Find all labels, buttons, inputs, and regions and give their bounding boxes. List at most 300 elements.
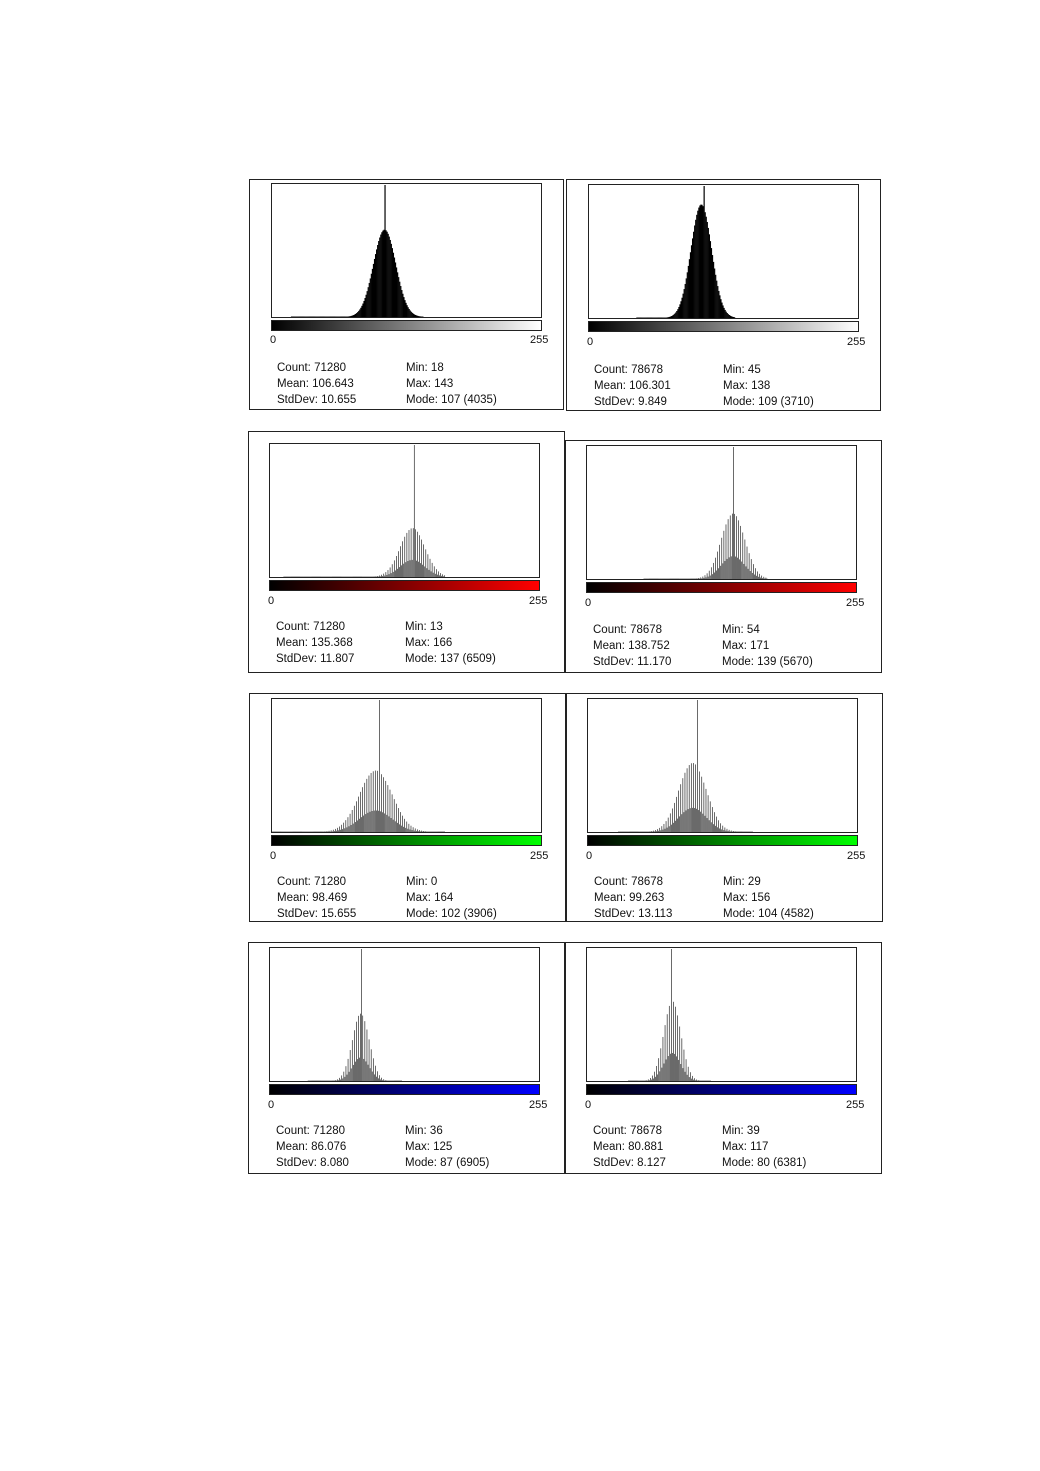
histogram-bar [375, 1066, 376, 1081]
histogram-bar [681, 1064, 682, 1081]
histogram-bar [700, 812, 701, 832]
histogram-bar [668, 579, 669, 580]
histogram-bar [749, 832, 750, 833]
histogram-bar [439, 575, 440, 577]
histogram-bar [413, 528, 414, 577]
histogram-bar [657, 829, 658, 832]
histogram-bar [369, 283, 370, 317]
histogram-bar [405, 537, 406, 577]
histogram-bar [321, 317, 322, 318]
histogram-bar [742, 832, 743, 833]
histogram-bar [388, 570, 389, 577]
histogram-bar [632, 1081, 633, 1082]
histogram-bar [387, 575, 388, 577]
histogram-bar [299, 577, 300, 578]
histogram-bar [685, 1072, 686, 1081]
histogram-bar [764, 577, 765, 579]
histogram-bar [350, 1050, 351, 1081]
histogram-bar [653, 579, 654, 580]
histogram-bar [652, 832, 653, 833]
histogram-bar [403, 564, 404, 577]
histogram-bar [414, 445, 415, 577]
histogram-bar [659, 318, 660, 319]
histogram-bar [691, 579, 692, 580]
histogram-bar [345, 577, 346, 578]
histogram-bar [669, 579, 670, 580]
histogram-bar [395, 1081, 396, 1082]
stddev-stat: StdDev: 13.113 [594, 908, 673, 920]
histogram-bar [736, 516, 737, 579]
histogram-bar [339, 826, 340, 832]
histogram-bar [717, 552, 718, 579]
histogram-bar [650, 318, 651, 319]
histogram-bar [716, 817, 717, 832]
histogram-bar [731, 556, 732, 579]
histogram-bar [683, 294, 684, 318]
max-stat: Max: 117 [722, 1141, 769, 1153]
histogram-bar [738, 832, 739, 833]
histogram-bar [656, 1066, 657, 1081]
histogram-bar [409, 824, 410, 832]
histogram-bar [737, 832, 738, 833]
histogram-bar [330, 317, 331, 318]
histogram-bar [667, 828, 668, 832]
histogram-bar [717, 827, 718, 832]
histogram-bar [658, 831, 659, 832]
histogram-bar [313, 317, 314, 318]
histogram-bar [290, 832, 291, 833]
histogram-bar [352, 1040, 353, 1081]
histogram-bar [314, 1081, 315, 1082]
histogram-bar [416, 831, 417, 832]
histogram-bar [385, 1081, 386, 1082]
histogram-bar [304, 577, 305, 578]
histogram-bar [704, 186, 705, 318]
histogram-bar [369, 577, 370, 578]
histogram-bar [318, 577, 319, 578]
histogram-bar [354, 806, 355, 832]
stddev-stat: StdDev: 11.807 [276, 653, 355, 665]
histogram-bar [385, 230, 386, 317]
histogram-bar [439, 832, 440, 833]
histogram-bar [677, 579, 678, 580]
axis-max-label: 255 [530, 850, 549, 862]
histogram-bars [270, 444, 539, 577]
histogram-bar [686, 810, 687, 832]
histogram-bar [332, 1081, 333, 1082]
count-stat: Count: 71280 [276, 621, 346, 633]
histogram-bars [587, 446, 856, 579]
histogram-bar [431, 571, 432, 577]
histogram-bar [746, 566, 747, 579]
stats-block [277, 874, 497, 922]
histogram-bar [342, 317, 343, 318]
histogram-bar [295, 577, 296, 578]
histogram-bar [650, 832, 651, 833]
histogram-bar [644, 318, 645, 319]
histogram-bar [312, 317, 313, 318]
histogram-bar [648, 318, 649, 319]
histogram-bar [656, 318, 657, 319]
histogram-bar [432, 832, 433, 833]
histogram-bar [351, 577, 352, 578]
histogram-bar [655, 318, 656, 319]
histogram-bar [350, 814, 351, 832]
histogram-bar [340, 317, 341, 318]
max-stat: Max: 143 [406, 378, 454, 390]
histogram-bar [758, 577, 759, 579]
histogram-bar [671, 949, 672, 1081]
histogram-bar [725, 827, 726, 832]
histogram-bar [396, 556, 397, 577]
histogram-bar [710, 241, 711, 318]
histogram-bar [699, 579, 700, 580]
histogram-bar [286, 832, 287, 833]
histogram-bar [636, 318, 637, 319]
histogram-bar [389, 237, 390, 317]
histogram-bar [680, 784, 681, 832]
histogram-bar [728, 831, 729, 832]
histogram-bar [695, 1080, 696, 1081]
histogram-bar [316, 1081, 317, 1082]
histogram-bar [666, 821, 667, 832]
histogram-bar [628, 1081, 629, 1082]
histogram-bar [706, 789, 707, 832]
histogram-bar [354, 315, 355, 317]
histogram-bar [371, 1049, 372, 1081]
histogram-bar [674, 803, 675, 832]
histogram-bar [674, 1054, 675, 1081]
histogram-bar [345, 317, 346, 318]
histogram-bar [741, 562, 742, 579]
histogram-bar [664, 318, 665, 319]
histogram-bar [273, 832, 274, 833]
histogram-bar [356, 577, 357, 578]
stddev-stat: StdDev: 9.849 [594, 396, 667, 408]
histogram-bar [691, 1079, 692, 1081]
histogram-bar [395, 821, 396, 832]
histogram-bar [295, 832, 296, 833]
histogram-bar [673, 579, 674, 580]
histogram-bar [420, 831, 421, 832]
histogram-bar [658, 318, 659, 319]
histogram-bar [298, 577, 299, 578]
histogram-bar [308, 317, 309, 318]
histogram-bar [657, 318, 658, 319]
histogram-bar [330, 577, 331, 578]
histogram-bar [326, 317, 327, 318]
histogram-bar [307, 832, 308, 833]
histogram-bar [645, 579, 646, 580]
histogram-bar [320, 1081, 321, 1082]
histogram-bar [754, 575, 755, 579]
histogram-bar [695, 764, 696, 832]
histogram-bar [649, 831, 650, 832]
histogram-bar [676, 1056, 677, 1081]
histogram-bar [355, 822, 356, 832]
histogram-bar [277, 832, 278, 833]
histogram-bar [343, 317, 344, 318]
histogram-bar [297, 832, 298, 833]
histogram-bar [407, 533, 408, 577]
histogram-bar [310, 1081, 311, 1082]
histogram-bar [430, 559, 431, 577]
axis-max-label: 255 [846, 1099, 865, 1111]
histogram-bar [624, 832, 625, 833]
histogram-bar [732, 514, 733, 579]
histogram-bar [308, 577, 309, 578]
histogram-bar [661, 1048, 662, 1081]
histogram-bar [292, 317, 293, 318]
histogram-bar [341, 577, 342, 578]
max-stat: Max: 125 [405, 1141, 453, 1153]
histogram-bar [735, 557, 736, 579]
histogram-bar [642, 318, 643, 319]
histogram-bar [668, 818, 669, 832]
histogram-bar [440, 832, 441, 833]
histogram-bar [400, 286, 401, 317]
histogram-bar [352, 577, 353, 578]
histogram-bar [400, 546, 401, 577]
histogram-bar [718, 820, 719, 832]
histogram-bar [692, 808, 693, 832]
histogram-bar [644, 579, 645, 580]
histogram-bar [384, 813, 385, 832]
histogram-bar [327, 1081, 328, 1082]
histogram-bar [679, 1027, 680, 1082]
histogram-bar [685, 579, 686, 580]
histogram-bar [393, 1081, 394, 1082]
histogram-bar [714, 573, 715, 580]
histogram-bar [407, 305, 408, 317]
histogram-bar [364, 298, 365, 317]
histogram-bar [407, 822, 408, 832]
histogram-bar [724, 830, 725, 832]
histogram-bar [705, 816, 706, 832]
histogram-bar [358, 577, 359, 578]
histogram-bar [297, 577, 298, 578]
histogram-bar [428, 831, 429, 832]
axis-max-label: 255 [529, 1099, 548, 1111]
mode-stat: Mode: 80 (6381) [722, 1157, 807, 1169]
histogram-bar [296, 832, 297, 833]
histogram-bar [294, 317, 295, 318]
histogram-bar [702, 1081, 703, 1082]
stats-block [593, 622, 813, 670]
histogram-bar [363, 301, 364, 317]
histogram-bar [418, 562, 419, 577]
histogram-bar [688, 266, 689, 318]
histogram-bar [654, 1072, 655, 1081]
histogram-bar [361, 306, 362, 317]
histogram-bar [387, 232, 388, 317]
histogram-bar [328, 1081, 329, 1082]
histogram-bar [326, 577, 327, 578]
histogram-bar [361, 577, 362, 578]
stats-block [276, 1123, 490, 1171]
histogram-bar [434, 832, 435, 833]
histogram-bar [365, 1021, 366, 1081]
histogram-bar [652, 1076, 653, 1081]
min-stat: Min: 45 [723, 364, 761, 376]
histogram-bar [290, 577, 291, 578]
mean-stat: Mean: 106.301 [594, 380, 671, 392]
histogram-bar [669, 1006, 670, 1081]
histogram-bar [416, 561, 417, 577]
stats-block [277, 360, 497, 408]
mode-stat: Mode: 104 (4582) [723, 908, 814, 920]
histogram-bar [716, 281, 717, 318]
mean-stat: Mean: 135.368 [276, 637, 353, 649]
histogram-bar [719, 828, 720, 832]
histogram-bar [285, 832, 286, 833]
histogram-bar [656, 831, 657, 832]
histogram-bar [380, 1079, 381, 1081]
histogram-bar [668, 1056, 669, 1081]
histogram-bar [707, 573, 708, 579]
histogram-bar [743, 532, 744, 579]
histogram-bar [337, 577, 338, 578]
histogram-bar [666, 318, 667, 319]
histogram-bar [298, 832, 299, 833]
histogram-bar [387, 1081, 388, 1082]
histogram-bar [318, 317, 319, 318]
count-stat: Count: 71280 [277, 362, 347, 374]
histogram-bar [391, 244, 392, 317]
histogram-bar [747, 547, 748, 579]
histogram-bar [692, 238, 693, 318]
histogram-bar [322, 832, 323, 833]
histogram-bar [631, 832, 632, 833]
histogram-bar [313, 577, 314, 578]
histogram-bar [704, 783, 705, 832]
histogram-bar [736, 832, 737, 833]
histogram-bar [420, 563, 421, 577]
histogram-bar [320, 317, 321, 318]
histogram-bar [686, 1059, 687, 1081]
histogram-bar [308, 832, 309, 833]
histogram-bar [340, 577, 341, 578]
histogram-bar [443, 576, 444, 577]
histogram-bar [382, 812, 383, 832]
histogram-bar [379, 700, 380, 832]
histogram-bar [391, 573, 392, 577]
histogram-bar [299, 832, 300, 833]
histogram-bar [274, 832, 275, 833]
histogram-bar [657, 1074, 658, 1081]
histogram-bar [358, 797, 359, 832]
histogram-bar [737, 558, 738, 579]
histogram-bar [723, 563, 724, 579]
histogram-bar [414, 314, 415, 317]
stddev-stat: StdDev: 11.170 [593, 656, 672, 668]
histogram-bar [752, 573, 753, 579]
histogram-bar [746, 832, 747, 833]
histogram-bar [643, 318, 644, 319]
histogram-bar [683, 579, 684, 580]
stddev-stat: StdDev: 10.655 [277, 394, 357, 406]
histogram-bar [356, 1022, 357, 1081]
histogram-bar [332, 317, 333, 318]
histogram-bar [709, 234, 710, 318]
histogram-bar [312, 1081, 313, 1082]
histogram-bar [376, 577, 377, 578]
histogram-bar [689, 579, 690, 580]
histogram-bar [726, 524, 727, 579]
histogram-bar [643, 1081, 644, 1082]
histogram-bar [705, 575, 706, 579]
histogram-bar [667, 579, 668, 580]
histogram-bar [679, 579, 680, 580]
histogram-bar [429, 832, 430, 833]
histogram-bar [332, 577, 333, 578]
histogram-bar [422, 565, 423, 577]
histogram-bar [632, 832, 633, 833]
histogram-bar [315, 1081, 316, 1082]
histogram-bar [666, 1059, 667, 1081]
histogram-bar [393, 253, 394, 317]
histogram-bar [411, 826, 412, 832]
histogram-bar [338, 577, 339, 578]
histogram-bar [708, 577, 709, 579]
histogram-bar [688, 1067, 689, 1081]
histogram-bar [345, 828, 346, 832]
histogram-bar [687, 768, 688, 832]
histogram-bar [745, 832, 746, 833]
histogram-bar [349, 826, 350, 832]
histogram-bar [678, 791, 679, 832]
histogram-bar [360, 1014, 361, 1081]
histogram-bar [708, 1081, 709, 1082]
histogram-bar [729, 557, 730, 579]
histogram-bar [377, 771, 378, 832]
histogram-bar [319, 832, 320, 833]
histogram-bar [309, 1081, 310, 1082]
histogram-bar [360, 577, 361, 578]
histogram-bar [647, 832, 648, 833]
histogram-plot [587, 698, 858, 833]
histogram-bar [304, 832, 305, 833]
histogram-bar [324, 1081, 325, 1082]
histogram-bar [654, 318, 655, 319]
histogram-bar [436, 832, 437, 833]
histogram-bar [753, 564, 754, 579]
histogram-bar [645, 1081, 646, 1082]
histogram-bar [651, 318, 652, 319]
histogram-bar [415, 529, 416, 577]
histogram-bar [325, 831, 326, 832]
histogram-bar [368, 1065, 369, 1081]
histogram-bar [729, 315, 730, 318]
histogram-bar [687, 1075, 688, 1081]
histogram-bar [622, 832, 623, 833]
histogram-bar [275, 832, 276, 833]
histogram-bar [715, 826, 716, 832]
histogram-bar [305, 832, 306, 833]
histogram-bar [673, 315, 674, 318]
histogram-bar [662, 318, 663, 319]
histogram-bar [705, 1081, 706, 1082]
histogram-bar [334, 577, 335, 578]
histogram-bar [314, 577, 315, 578]
histogram-bar [748, 569, 749, 579]
histogram-bar [694, 1078, 695, 1081]
histogram-bar [416, 315, 417, 317]
color-ramp [269, 580, 540, 591]
histogram-bar [700, 577, 701, 579]
histogram-bar [399, 567, 400, 577]
histogram-bar [321, 577, 322, 578]
